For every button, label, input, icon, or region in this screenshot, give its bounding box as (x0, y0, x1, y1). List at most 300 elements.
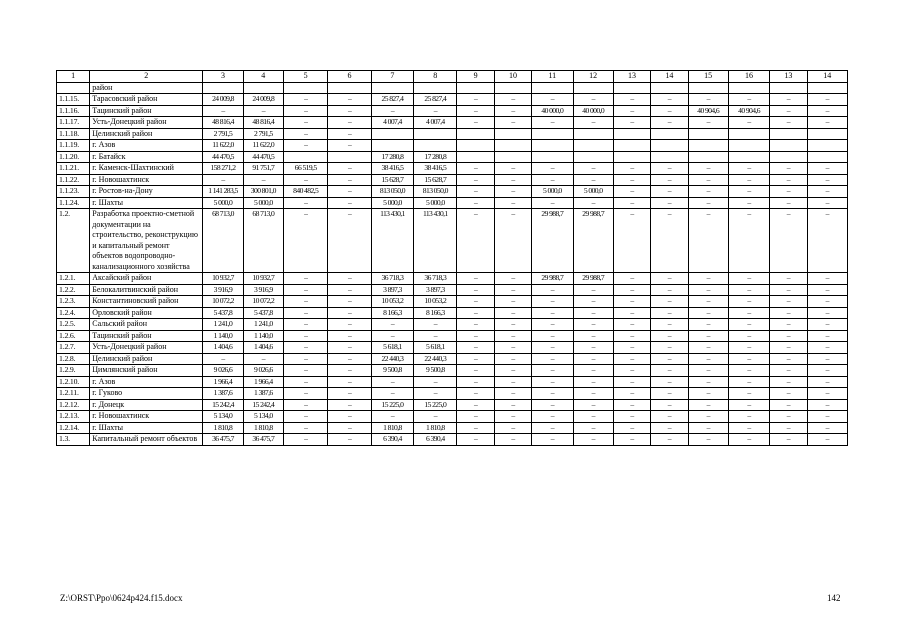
value-cell: – (328, 319, 371, 331)
row-code: 1.2.4. (57, 307, 90, 319)
value-cell: – (807, 319, 847, 331)
value-cell: – (573, 296, 613, 308)
value-cell: – (728, 330, 769, 342)
value-cell: – (728, 284, 769, 296)
value-cell: – (573, 376, 613, 388)
value-cell (807, 151, 847, 163)
value-cell: – (203, 105, 243, 117)
value-cell (613, 82, 650, 94)
value-cell (770, 82, 807, 94)
value-cell: – (457, 399, 494, 411)
value-cell: 15 225,0 (414, 399, 457, 411)
value-cell: – (807, 365, 847, 377)
value-cell (494, 140, 531, 152)
value-cell (728, 128, 769, 140)
value-cell (457, 140, 494, 152)
value-cell: – (283, 273, 327, 285)
value-cell: 9 026,6 (203, 365, 243, 377)
value-cell: – (328, 209, 371, 273)
row-code: 1.2.3. (57, 296, 90, 308)
value-cell: – (688, 376, 728, 388)
header-cell: 1 (57, 71, 90, 83)
row-name: г. Шахты (90, 197, 203, 209)
value-cell: 9 026,6 (243, 365, 283, 377)
value-cell: – (457, 117, 494, 129)
value-cell: – (613, 284, 650, 296)
value-cell: – (283, 319, 327, 331)
value-cell: – (651, 342, 688, 354)
value-cell: – (203, 174, 243, 186)
row-code: 1.1.18. (57, 128, 90, 140)
value-cell: 40 904,6 (728, 105, 769, 117)
value-cell: – (807, 209, 847, 273)
value-cell: 15 225,0 (371, 399, 413, 411)
value-cell: – (494, 330, 531, 342)
value-cell: – (651, 422, 688, 434)
value-cell: – (807, 117, 847, 129)
value-cell: 10 932,7 (203, 273, 243, 285)
value-cell: – (807, 105, 847, 117)
value-cell: – (728, 186, 769, 198)
value-cell: – (651, 434, 688, 446)
value-cell (688, 82, 728, 94)
value-cell: – (688, 399, 728, 411)
value-cell (371, 140, 413, 152)
value-cell: 6 390,4 (414, 434, 457, 446)
row-code: 1.2.1. (57, 273, 90, 285)
value-cell: – (728, 388, 769, 400)
value-cell: 2 791,5 (203, 128, 243, 140)
value-cell: – (457, 342, 494, 354)
value-cell: 17 280,8 (371, 151, 413, 163)
value-cell: 813 050,0 (414, 186, 457, 198)
header-cell: 10 (494, 71, 531, 83)
value-cell: – (532, 388, 573, 400)
value-cell: 36 718,3 (371, 273, 413, 285)
value-cell: 5 000,0 (414, 197, 457, 209)
value-cell: 6 390,4 (371, 434, 413, 446)
value-cell: 38 416,5 (414, 163, 457, 175)
value-cell: – (651, 376, 688, 388)
row-code: 1.1.20. (57, 151, 90, 163)
value-cell: – (457, 365, 494, 377)
row-name: Константиновский район (90, 296, 203, 308)
value-cell: – (770, 376, 807, 388)
value-cell: – (457, 411, 494, 423)
value-cell: – (283, 128, 327, 140)
value-cell: 1 810,8 (203, 422, 243, 434)
value-cell (532, 128, 573, 140)
value-cell: – (651, 330, 688, 342)
value-cell: – (573, 94, 613, 106)
row-name: г. Ростов-на-Дону (90, 186, 203, 198)
value-cell: – (532, 399, 573, 411)
value-cell: – (457, 319, 494, 331)
value-cell: – (532, 434, 573, 446)
row-code: 1.2.2. (57, 284, 90, 296)
value-cell: – (728, 411, 769, 423)
header-cell: 8 (414, 71, 457, 83)
value-cell (613, 151, 650, 163)
value-cell: – (728, 376, 769, 388)
value-cell: – (328, 273, 371, 285)
header-cell: 13 (770, 71, 807, 83)
value-cell: 5 000,0 (371, 197, 413, 209)
table-row (57, 105, 848, 117)
value-cell: 300 801,0 (243, 186, 283, 198)
value-cell (728, 140, 769, 152)
table-row (57, 376, 848, 388)
table-row (57, 434, 848, 446)
value-cell: – (651, 307, 688, 319)
value-cell (807, 82, 847, 94)
row-code: 1.2.12. (57, 399, 90, 411)
value-cell: – (688, 422, 728, 434)
value-cell: – (371, 319, 413, 331)
value-cell: – (494, 319, 531, 331)
row-name: Усть-Донецкий район (90, 117, 203, 129)
value-cell: – (457, 284, 494, 296)
value-cell: – (688, 197, 728, 209)
value-cell: – (328, 284, 371, 296)
row-name: Усть-Донецкий район (90, 342, 203, 354)
value-cell: – (770, 296, 807, 308)
value-cell: – (770, 434, 807, 446)
page-number: 142 (827, 593, 841, 603)
value-cell: – (328, 399, 371, 411)
value-cell: – (532, 342, 573, 354)
value-cell: 25 827,4 (414, 94, 457, 106)
value-cell: 29 988,7 (532, 273, 573, 285)
value-cell: – (688, 117, 728, 129)
value-cell: – (328, 376, 371, 388)
value-cell: – (688, 284, 728, 296)
value-cell (651, 140, 688, 152)
table-row (57, 209, 848, 273)
value-cell: 8 166,3 (371, 307, 413, 319)
value-cell (414, 128, 457, 140)
row-code: 1.2.6. (57, 330, 90, 342)
value-cell: 1 241,0 (203, 319, 243, 331)
value-cell: – (494, 284, 531, 296)
value-cell: – (494, 376, 531, 388)
value-cell: 68 713,0 (203, 209, 243, 273)
value-cell: – (371, 376, 413, 388)
row-name: Разработка проектно-сметной документации на строительство, реконструкцию и капитальный ремонт объектов водопроводно-канализационного хозяйства (90, 209, 203, 273)
value-cell: – (613, 319, 650, 331)
value-cell: – (457, 434, 494, 446)
value-cell: – (651, 197, 688, 209)
value-cell: – (573, 319, 613, 331)
row-name: г. Шахты (90, 422, 203, 434)
value-cell: – (770, 163, 807, 175)
value-cell: – (613, 411, 650, 423)
value-cell: – (532, 353, 573, 365)
value-cell: – (283, 399, 327, 411)
value-cell: – (613, 174, 650, 186)
value-cell: 44 470,5 (243, 151, 283, 163)
value-cell: – (651, 186, 688, 198)
value-cell (283, 151, 327, 163)
value-cell (414, 82, 457, 94)
header-cell: 3 (203, 71, 243, 83)
value-cell: – (613, 365, 650, 377)
value-cell: 40 000,0 (573, 105, 613, 117)
value-cell: – (243, 174, 283, 186)
value-cell: – (770, 342, 807, 354)
value-cell: – (770, 388, 807, 400)
value-cell: – (532, 422, 573, 434)
value-cell: 29 988,7 (573, 273, 613, 285)
value-cell: – (728, 422, 769, 434)
value-cell: – (651, 399, 688, 411)
value-cell: – (328, 434, 371, 446)
value-cell (770, 140, 807, 152)
value-cell: – (728, 163, 769, 175)
value-cell (651, 82, 688, 94)
value-cell: – (283, 117, 327, 129)
value-cell: – (532, 296, 573, 308)
value-cell: – (457, 388, 494, 400)
header-cell: 14 (651, 71, 688, 83)
value-cell: – (283, 388, 327, 400)
value-cell: – (688, 353, 728, 365)
value-cell: – (371, 105, 413, 117)
row-code: 1.1.23. (57, 186, 90, 198)
value-cell (243, 82, 283, 94)
table-row (57, 342, 848, 354)
value-cell: – (328, 117, 371, 129)
row-name: Аксайский район (90, 273, 203, 285)
value-cell: – (328, 342, 371, 354)
row-code (57, 82, 90, 94)
value-cell: 1 241,0 (243, 319, 283, 331)
value-cell: – (328, 128, 371, 140)
value-cell: – (573, 284, 613, 296)
row-code: 1.2.10. (57, 376, 90, 388)
value-cell: – (283, 174, 327, 186)
row-code: 1.1.21. (57, 163, 90, 175)
value-cell: 3 897,3 (371, 284, 413, 296)
table-row (57, 296, 848, 308)
value-cell: – (532, 376, 573, 388)
value-cell: 9 500,8 (414, 365, 457, 377)
value-cell: – (573, 174, 613, 186)
value-cell: – (728, 209, 769, 273)
value-cell (573, 128, 613, 140)
value-cell: – (688, 307, 728, 319)
value-cell: 9 500,8 (371, 365, 413, 377)
value-cell (494, 128, 531, 140)
row-name: Тарасовский район (90, 94, 203, 106)
value-cell (494, 151, 531, 163)
value-cell: – (807, 353, 847, 365)
value-cell: – (728, 353, 769, 365)
value-cell: – (457, 353, 494, 365)
value-cell: 5 000,0 (573, 186, 613, 198)
header-cell: 5 (283, 71, 327, 83)
value-cell: – (573, 330, 613, 342)
value-cell: – (494, 186, 531, 198)
value-cell: 5 437,8 (203, 307, 243, 319)
value-cell: – (613, 388, 650, 400)
table-row (57, 353, 848, 365)
value-cell: – (532, 411, 573, 423)
row-code: 1.1.24. (57, 197, 90, 209)
value-cell: – (807, 342, 847, 354)
value-cell: – (328, 422, 371, 434)
value-cell: – (613, 399, 650, 411)
value-cell (728, 151, 769, 163)
value-cell: 17 280,8 (414, 151, 457, 163)
row-code: 1.2.13. (57, 411, 90, 423)
value-cell (688, 140, 728, 152)
value-cell: – (688, 434, 728, 446)
value-cell: – (770, 117, 807, 129)
budget-table (56, 70, 848, 446)
value-cell (728, 82, 769, 94)
row-name: Тацинский район (90, 330, 203, 342)
row-name: Орловский район (90, 307, 203, 319)
value-cell: – (457, 209, 494, 273)
value-cell: – (573, 342, 613, 354)
value-cell: – (328, 197, 371, 209)
value-cell: – (283, 296, 327, 308)
value-cell: – (573, 197, 613, 209)
value-cell: – (688, 411, 728, 423)
value-cell: – (807, 307, 847, 319)
value-cell (457, 82, 494, 94)
value-cell: – (494, 353, 531, 365)
value-cell: 3 897,3 (414, 284, 457, 296)
header-cell: 11 (532, 71, 573, 83)
header-cell: 2 (90, 71, 203, 83)
table-row (57, 174, 848, 186)
value-cell: 25 827,4 (371, 94, 413, 106)
value-cell: – (807, 284, 847, 296)
value-cell: – (283, 140, 327, 152)
table-row (57, 82, 848, 94)
row-code: 1.2.9. (57, 365, 90, 377)
value-cell: – (457, 422, 494, 434)
header-cell: 16 (728, 71, 769, 83)
value-cell: – (494, 365, 531, 377)
value-cell: – (807, 411, 847, 423)
header-cell: 9 (457, 71, 494, 83)
value-cell: 36 475,7 (203, 434, 243, 446)
value-cell: – (414, 376, 457, 388)
value-cell: – (651, 174, 688, 186)
value-cell (651, 151, 688, 163)
value-cell: – (728, 319, 769, 331)
value-cell: – (770, 307, 807, 319)
value-cell: 40 904,6 (688, 105, 728, 117)
value-cell (494, 82, 531, 94)
value-cell: 3 916,9 (243, 284, 283, 296)
value-cell: – (494, 163, 531, 175)
value-cell: – (494, 117, 531, 129)
value-cell: – (414, 319, 457, 331)
value-cell: – (651, 296, 688, 308)
value-cell: 1 404,6 (203, 342, 243, 354)
value-cell: – (651, 94, 688, 106)
value-cell: – (573, 422, 613, 434)
value-cell: – (494, 105, 531, 117)
value-cell (688, 151, 728, 163)
value-cell: – (770, 174, 807, 186)
value-cell: – (494, 273, 531, 285)
value-cell: – (371, 388, 413, 400)
value-cell: – (651, 117, 688, 129)
table-row (57, 128, 848, 140)
value-cell: – (328, 296, 371, 308)
value-cell: – (328, 388, 371, 400)
value-cell: – (494, 399, 531, 411)
value-cell: – (532, 365, 573, 377)
table-row (57, 422, 848, 434)
row-code: 1.2.8. (57, 353, 90, 365)
value-cell: – (688, 186, 728, 198)
value-cell: – (532, 319, 573, 331)
value-cell: – (651, 163, 688, 175)
value-cell: – (243, 353, 283, 365)
value-cell: – (651, 411, 688, 423)
table-row (57, 186, 848, 198)
value-cell: – (573, 353, 613, 365)
value-cell: 5 134,0 (243, 411, 283, 423)
table-row (57, 197, 848, 209)
value-cell: 3 916,9 (203, 284, 243, 296)
value-cell: – (613, 422, 650, 434)
value-cell (203, 82, 243, 94)
value-cell: 5 437,8 (243, 307, 283, 319)
value-cell: – (688, 388, 728, 400)
value-cell (532, 82, 573, 94)
value-cell: – (613, 209, 650, 273)
value-cell: 44 470,5 (203, 151, 243, 163)
value-cell: – (457, 174, 494, 186)
value-cell: – (728, 197, 769, 209)
value-cell: 5 618,1 (414, 342, 457, 354)
value-cell: – (532, 174, 573, 186)
value-cell: – (457, 376, 494, 388)
value-cell: 11 622,0 (243, 140, 283, 152)
value-cell (371, 82, 413, 94)
value-cell: – (728, 273, 769, 285)
table-row (57, 151, 848, 163)
value-cell: – (770, 330, 807, 342)
value-cell: – (613, 273, 650, 285)
row-name: Цимлянский район (90, 365, 203, 377)
value-cell: – (328, 307, 371, 319)
value-cell: 36 718,3 (414, 273, 457, 285)
value-cell: 1 810,8 (371, 422, 413, 434)
value-cell (328, 82, 371, 94)
value-cell: – (328, 365, 371, 377)
value-cell: – (283, 342, 327, 354)
header-cell: 15 (688, 71, 728, 83)
value-cell: – (494, 342, 531, 354)
value-cell: – (688, 174, 728, 186)
value-cell: – (807, 434, 847, 446)
row-name: Капитальный ремонт объектов (90, 434, 203, 446)
table-row (57, 140, 848, 152)
value-cell: 1 810,8 (243, 422, 283, 434)
value-cell: – (728, 365, 769, 377)
value-cell: – (613, 186, 650, 198)
value-cell: – (728, 342, 769, 354)
value-cell: 813 050,0 (371, 186, 413, 198)
